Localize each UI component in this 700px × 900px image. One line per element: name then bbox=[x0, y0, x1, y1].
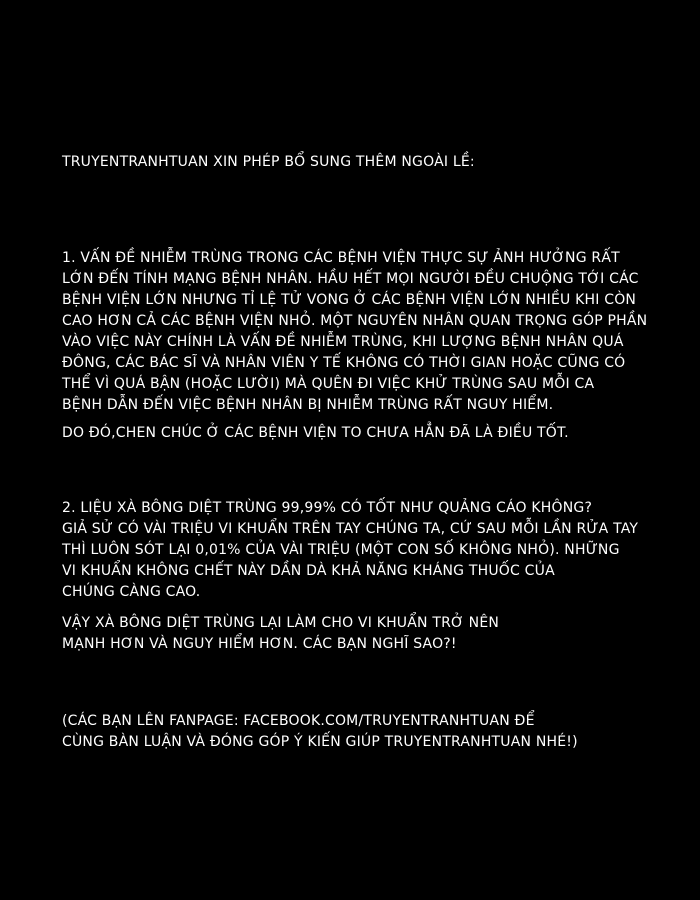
fanpage-note bbox=[62, 711, 662, 753]
paragraph-2-line: GIẢ SỬ CÓ VÀI TRIỆU VI KHUẨN TRÊN TAY CHÚNG TA, CỨ SAU MỖI LẦN RỬA TAY bbox=[62, 521, 639, 537]
paragraph-2-conclusion-line: MẠNH HƠN VÀ NGUY HIỂM HƠN. CÁC BẠN NGHĨ SAO?! bbox=[62, 636, 457, 652]
paragraph-1 bbox=[62, 248, 662, 416]
paragraph-2-conclusion bbox=[62, 613, 662, 655]
paragraph-2 bbox=[62, 498, 662, 603]
intro-line: TRUYENTRANHTUAN XIN PHÉP BỔ SUNG THÊM NGOÀI LỀ: bbox=[62, 154, 475, 170]
fanpage-note-line: CÙNG BÀN LUẬN VÀ ĐÓNG GÓP Ý KIẾN GIÚP TRUYENTRANHTUAN NHÉ!) bbox=[62, 734, 578, 750]
paragraph-1-line: BỆNH DẪN ĐẾN VIỆC BỆNH NHÂN BỊ NHIỄM TRÙNG RẤT NGUY HIỂM. bbox=[62, 397, 554, 413]
paragraph-2-conclusion-line: VẬY XÀ BÔNG DIỆT TRÙNG LẠI LÀM CHO VI KHUẨN TRỞ NÊN bbox=[62, 615, 500, 631]
paragraph-2-line: 2. LIỆU XÀ BÔNG DIỆT TRÙNG 99,99% CÓ TỐT NHƯ QUẢNG CÁO KHÔNG? bbox=[62, 500, 593, 516]
paragraph-1-line: ĐÔNG, CÁC BÁC SĨ VÀ NHÂN VIÊN Y TẾ KHÔNG CÓ THỜI GIAN HOẶC CŨNG CÓ bbox=[62, 355, 626, 371]
intro-heading bbox=[62, 152, 662, 173]
paragraph-1-line: THỂ VÌ QUÁ BẬN (HOẶC LƯỜI) MÀ QUÊN ĐI VIỆC KHỬ TRÙNG SAU MỖI CA bbox=[62, 376, 595, 392]
paragraph-1-conclusion bbox=[62, 423, 662, 444]
paragraph-1-conclusion-line: DO ĐÓ,CHEN CHÚC Ở CÁC BỆNH VIỆN TO CHƯA HẲN ĐÃ LÀ ĐIỀU TỐT. bbox=[62, 425, 569, 441]
paragraph-1-line: 1. VẤN ĐỀ NHIỄM TRÙNG TRONG CÁC BỆNH VIỆN THỰC SỰ ẢNH HƯỞNG RẤT bbox=[62, 250, 620, 266]
paragraph-1-line: BỆNH VIỆN LỚN NHƯNG TỈ LỆ TỬ VONG Ở CÁC BỆNH VIỆN LỚN NHIỀU KHI CÒN bbox=[62, 292, 637, 308]
paragraph-2-line: VI KHUẨN KHÔNG CHẾT NÀY DẦN DÀ KHẢ NĂNG KHÁNG THUỐC CỦA bbox=[62, 563, 555, 579]
paragraph-1-line: LỚN ĐẾN TÍNH MẠNG BỆNH NHÂN. HẦU HẾT MỌI NGƯỜI ĐỀU CHUỘNG TỚI CÁC bbox=[62, 271, 639, 287]
fanpage-note-line: (CÁC BẠN LÊN FANPAGE: FACEBOOK.COM/TRUYENTRANHTUAN ĐỂ bbox=[62, 713, 535, 729]
paragraph-1-line: VÀO VIỆC NÀY CHÍNH LÀ VẤN ĐỀ NHIỄM TRÙNG, KHI LƯỢNG BỆNH NHÂN QUÁ bbox=[62, 334, 624, 350]
paragraph-2-line: CHÚNG CÀNG CAO. bbox=[62, 584, 201, 600]
paragraph-1-line: CAO HƠN CẢ CÁC BỆNH VIỆN NHỎ. MỘT NGUYÊN NHÂN QUAN TRỌNG GÓP PHẦN bbox=[62, 313, 648, 329]
paragraph-2-line: THÌ LUÔN SÓT LẠI 0,01% CỦA VÀI TRIỆU (MỘT CON SỐ KHÔNG NHỎ). NHỮNG bbox=[62, 542, 620, 558]
